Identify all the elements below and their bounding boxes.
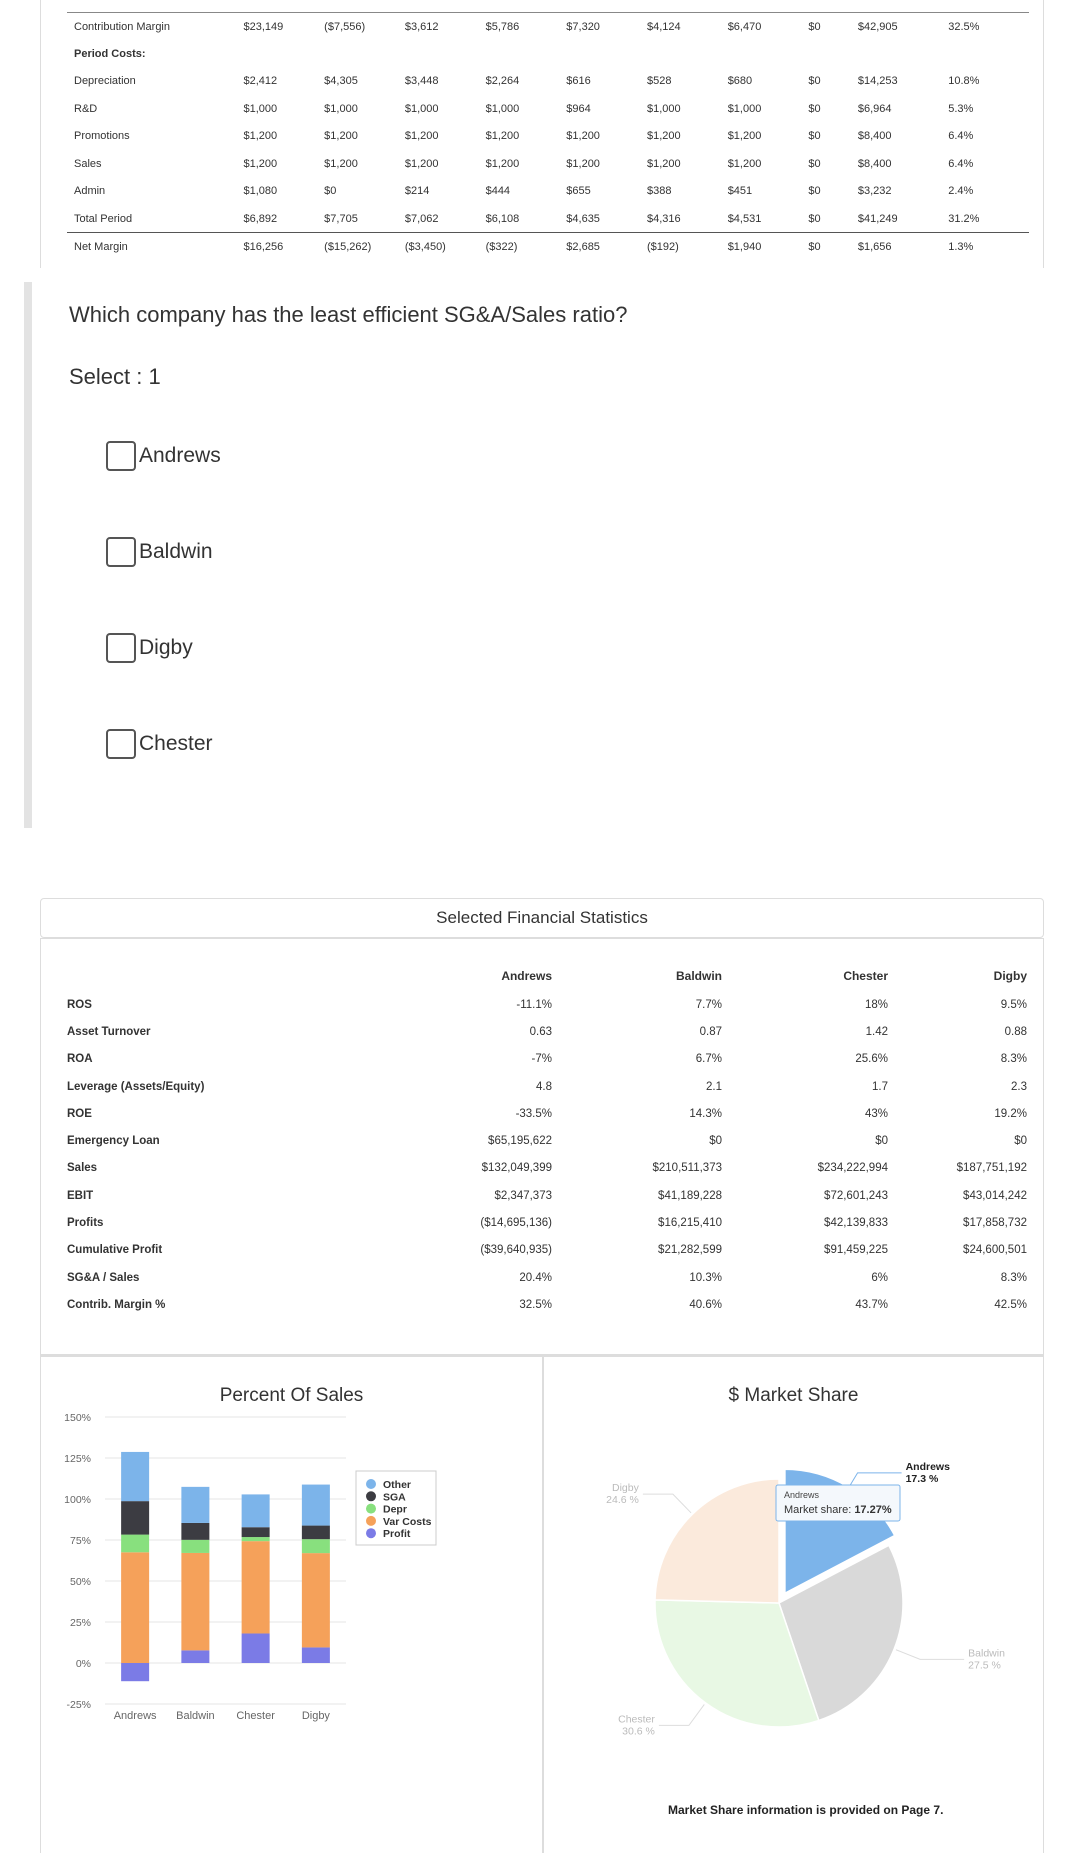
stats-row (67, 1264, 1027, 1291)
cell-value (486, 40, 567, 68)
stat-label: Cumulative Profit (67, 1244, 163, 1257)
checkbox[interactable] (106, 441, 136, 471)
stat-value: 4.8 (536, 1080, 552, 1093)
cell-value: $2,685 (566, 240, 600, 253)
bar-segment-sga (181, 1523, 209, 1540)
y-tick-label: 50% (69, 1576, 91, 1588)
stats-row (67, 1127, 1027, 1154)
cell-value: $1,200 (243, 157, 278, 170)
option-label: Baldwin (139, 540, 213, 563)
cell-value: $1,200 (324, 157, 358, 170)
cell-value: $1,000 (646, 102, 681, 115)
cell-value: 6.4% (948, 157, 974, 170)
income-row (67, 40, 1029, 68)
y-tick-label: 25% (69, 1617, 91, 1629)
column-header: Baldwin (675, 969, 722, 983)
stats-row (67, 1209, 1027, 1236)
bar-segment-var-costs (302, 1553, 330, 1647)
cell-value: $655 (566, 185, 591, 198)
stat-label: SG&A / Sales (67, 1271, 140, 1284)
cell-value: $6,470 (728, 13, 809, 41)
stat-value: $0 (709, 1135, 722, 1148)
stat-value: $187,751,192 (956, 1162, 1027, 1175)
pie-label-value: 27.5 % (968, 1659, 1001, 1672)
cell-value: $8,400 (857, 130, 892, 143)
legend-label: Profit (383, 1528, 411, 1541)
cell-value: $528 (646, 75, 672, 88)
stat-value: 1.7 (872, 1080, 888, 1093)
cell-value: $0 (808, 205, 857, 233)
stats-row (67, 1155, 1027, 1182)
row-label: Sales (74, 157, 102, 170)
cell-value: $1,200 (243, 130, 278, 143)
income-statement-card (40, 0, 1044, 268)
stat-value: $16,215,410 (658, 1217, 722, 1230)
chart-title: $ Market Share (728, 1385, 859, 1406)
stat-value: 0.63 (529, 1025, 552, 1038)
stats-row (67, 1018, 1027, 1045)
cell-value: $42,905 (858, 13, 948, 41)
bar-segment-profit (302, 1647, 330, 1663)
market-share-note: Market Share information is provided on Page 7. (668, 1803, 944, 1817)
cell-value (948, 40, 1029, 68)
stat-value: -11.1% (516, 998, 552, 1011)
stat-label: EBIT (67, 1189, 94, 1202)
stats-row (67, 1073, 1027, 1100)
pie-label-name: Digby (612, 1482, 639, 1495)
tooltip-number: 17.27% (854, 1504, 892, 1516)
percent-of-sales-card (40, 1356, 543, 1853)
legend-label: Other (383, 1479, 412, 1491)
cell-value: $4,124 (647, 13, 728, 41)
cell-value: $4,531 (728, 205, 809, 233)
cell-value: $0 (324, 185, 337, 198)
stat-value: 43% (864, 1107, 888, 1120)
cell-value: $0 (808, 102, 821, 115)
stat-value: 43.7% (855, 1298, 888, 1311)
cell-value: $4,635 (566, 205, 647, 233)
bar-segment-sga (302, 1526, 330, 1540)
stat-label: Profits (67, 1217, 104, 1230)
cell-value: $1,000 (404, 102, 439, 115)
income-row (67, 178, 1029, 206)
stat-value: $210,511,373 (652, 1162, 722, 1175)
income-row (67, 150, 1029, 178)
cell-value: $964 (566, 102, 591, 115)
cell-value: $388 (646, 185, 672, 198)
income-row (67, 68, 1029, 96)
stat-value: 19.2% (994, 1107, 1027, 1120)
legend-label: SGA (383, 1491, 406, 1504)
stats-title: Selected Financial Statistics (40, 898, 1044, 938)
legend-marker (366, 1516, 376, 1526)
stat-value: $41,189,228 (658, 1189, 722, 1202)
stat-value: 0.88 (1004, 1025, 1027, 1038)
row-label: Net Margin (74, 240, 128, 253)
stats-table (67, 961, 1027, 1319)
pie-label-value: 30.6 % (622, 1725, 655, 1738)
pie-label-name: Chester (618, 1713, 655, 1726)
option-baldwin[interactable] (106, 536, 213, 568)
cell-value: $4,316 (647, 205, 728, 233)
y-tick-label: 150% (64, 1412, 91, 1424)
column-header: Chester (843, 969, 888, 983)
cell-value: $2,264 (485, 75, 520, 88)
cell-value: $0 (808, 240, 821, 253)
cell-value: $6,964 (857, 102, 892, 115)
cell-value: 10.8% (948, 75, 980, 88)
option-andrews[interactable] (106, 440, 221, 472)
bar-segment-var-costs (242, 1541, 270, 1633)
x-tick-label: Digby (301, 1710, 330, 1722)
bar-segment-sga (242, 1527, 270, 1537)
cell-value: $1,200 (646, 130, 681, 143)
income-row (67, 123, 1029, 151)
cell-value: 5.3% (948, 102, 974, 115)
tooltip-series: Andrews (784, 1490, 820, 1500)
cell-value: 6.4% (948, 130, 974, 143)
row-label: Admin (74, 185, 106, 198)
stat-value: ($14,695,136) (480, 1217, 552, 1230)
cell-value: $1,000 (324, 102, 358, 115)
cell-value: $0 (808, 157, 821, 170)
income-row (67, 13, 1029, 41)
cell-value (405, 40, 486, 68)
stat-value: 25.6% (855, 1053, 888, 1066)
stat-label: ROS (67, 998, 92, 1011)
cell-value: $0 (808, 185, 821, 198)
stat-value: 18% (864, 998, 888, 1011)
stats-row (67, 1046, 1027, 1073)
cell-value: $1,200 (646, 157, 681, 170)
stat-value: $21,282,599 (658, 1244, 722, 1257)
row-label: Total Period (67, 205, 243, 233)
legend-label: Var Costs (383, 1515, 432, 1528)
stat-value: -33.5% (515, 1107, 552, 1120)
stat-value: 2.3 (1011, 1080, 1027, 1093)
row-label: Period Costs: (74, 47, 146, 60)
stat-label: Emergency Loan (67, 1135, 160, 1148)
y-tick-label: -25% (66, 1699, 91, 1711)
cell-value: 1.3% (948, 240, 974, 253)
cell-value: $1,200 (727, 130, 762, 143)
cell-value: $6,892 (243, 205, 324, 233)
cell-value (728, 40, 809, 68)
x-tick-label: Chester (236, 1710, 275, 1722)
row-label: R&D (74, 102, 98, 115)
bar-segment-other (121, 1452, 149, 1501)
pie-label-name: Baldwin (968, 1647, 1005, 1660)
checkbox[interactable] (106, 633, 136, 663)
row-label: Contribution Margin (67, 13, 243, 41)
stat-label: Asset Turnover (67, 1025, 151, 1038)
cell-value: ($192) (646, 240, 679, 253)
stat-value: 8.3% (1000, 1271, 1027, 1284)
cell-value: $444 (485, 185, 511, 198)
x-tick-label: Baldwin (176, 1710, 215, 1722)
stat-value: ($39,640,935) (480, 1244, 552, 1257)
stat-value: 1.42 (865, 1025, 888, 1038)
y-tick-label: 125% (64, 1453, 91, 1465)
column-header: Andrews (501, 969, 552, 983)
cell-value: $1,000 (243, 102, 278, 115)
y-tick-label: 100% (64, 1494, 91, 1506)
market-share-card (543, 1356, 1044, 1853)
stat-value: 2.1 (706, 1080, 722, 1093)
cell-value: $1,200 (404, 130, 439, 143)
percent-of-sales-chart (41, 1357, 544, 1853)
stat-value: $132,049,399 (481, 1162, 552, 1175)
stats-row (67, 1237, 1027, 1264)
chart-title: Percent Of Sales (219, 1385, 364, 1406)
tooltip-value (784, 1504, 892, 1516)
select-count-label: Select : 1 (69, 364, 161, 389)
bar-segment-var-costs (181, 1553, 209, 1650)
stats-row (67, 1182, 1027, 1209)
stat-value: $17,858,732 (963, 1217, 1027, 1230)
cell-value: $1,000 (485, 102, 520, 115)
cell-value: $3,232 (857, 185, 892, 198)
cell-value: $1,200 (727, 157, 762, 170)
cell-value: ($3,450) (404, 240, 446, 253)
cell-value: $7,320 (566, 13, 647, 41)
pie-label-value: 17.3 % (905, 1472, 939, 1485)
legend-marker (366, 1528, 376, 1538)
row-label: Promotions (74, 130, 130, 143)
cell-value: $3,612 (405, 13, 486, 41)
market-share-chart (544, 1357, 1045, 1853)
cell-value: $1,200 (404, 157, 439, 170)
income-row (67, 205, 1029, 233)
cell-value: $1,080 (243, 185, 278, 198)
stats-row (67, 1100, 1027, 1127)
pie-slice-digby (655, 1479, 779, 1603)
row-label: Depreciation (74, 75, 136, 88)
legend-marker (366, 1504, 376, 1514)
stat-label: ROE (67, 1107, 92, 1120)
cell-value: $214 (404, 185, 430, 198)
pie-label-name: Andrews (905, 1460, 950, 1473)
checkbox[interactable] (106, 537, 136, 567)
y-tick-label: 75% (69, 1535, 91, 1547)
bar-segment-other (302, 1485, 330, 1526)
cell-value: $7,705 (324, 205, 405, 233)
stat-value: 10.3% (689, 1271, 722, 1284)
stat-value: 0.87 (699, 1025, 722, 1038)
stat-value: 6.7% (695, 1053, 722, 1066)
cell-value: $1,200 (485, 130, 520, 143)
option-label: Digby (139, 636, 193, 659)
cell-value (647, 40, 728, 68)
cell-value: $1,940 (727, 240, 762, 253)
bar-segment-depr (242, 1537, 270, 1541)
bar-segment-depr (302, 1539, 330, 1553)
cell-value: $16,256 (243, 240, 284, 253)
cell-value: $2,412 (243, 75, 278, 88)
bar-segment-depr (121, 1535, 149, 1553)
stat-value: 42.5% (994, 1298, 1027, 1311)
bar-segment-sga (121, 1501, 149, 1534)
cell-value (324, 40, 405, 68)
bar-segment-depr (181, 1540, 209, 1553)
cell-value: $616 (566, 75, 591, 88)
cell-value: $1,200 (485, 157, 520, 170)
pie-connector (896, 1650, 964, 1660)
income-statement-table (67, 12, 1029, 260)
stat-label: Sales (67, 1162, 98, 1175)
cell-value: $1,000 (727, 102, 762, 115)
cell-value: $4,305 (324, 75, 358, 88)
stat-value: $72,601,243 (824, 1189, 888, 1202)
pie-label-value: 24.6 % (606, 1494, 639, 1507)
cell-value: $451 (727, 185, 753, 198)
stat-label: Leverage (Assets/Equity) (67, 1080, 205, 1093)
option-chester[interactable] (106, 728, 213, 760)
cell-value: $7,062 (405, 205, 486, 233)
stat-value: 7.7% (695, 998, 722, 1011)
cell-value: ($15,262) (324, 240, 372, 253)
stats-header-row (67, 961, 1027, 991)
checkbox[interactable] (106, 729, 136, 759)
cell-value: $5,786 (486, 13, 567, 41)
stat-value: $2,347,373 (494, 1189, 552, 1202)
question-text: Which company has the least efficient SG&A/Sales ratio? (69, 302, 628, 327)
cell-value (566, 40, 647, 68)
legend-marker (366, 1479, 376, 1489)
cell-value: $0 (808, 130, 821, 143)
stat-value: $42,139,833 (824, 1217, 888, 1230)
stat-value: 20.4% (519, 1271, 552, 1284)
cell-value (858, 40, 948, 68)
stat-value: 32.5% (519, 1298, 552, 1311)
pie-connector (643, 1494, 691, 1513)
cell-value: $14,253 (857, 75, 898, 88)
cell-value: $1,200 (566, 157, 600, 170)
stat-value: $24,600,501 (963, 1244, 1027, 1257)
option-digby[interactable] (106, 632, 193, 664)
cell-value: $8,400 (857, 157, 892, 170)
cell-value: $1,200 (566, 130, 600, 143)
y-tick-label: 0% (75, 1658, 91, 1670)
pie-connector (659, 1704, 704, 1725)
cell-value: $23,149 (243, 13, 324, 41)
stats-card (40, 938, 1044, 1356)
legend-marker (366, 1491, 376, 1501)
stat-value: $43,014,242 (963, 1189, 1027, 1202)
x-tick-label: Andrews (113, 1710, 157, 1722)
stat-value: 6% (871, 1271, 888, 1284)
legend-label: Depr (383, 1503, 407, 1516)
cell-value (243, 40, 324, 68)
bar-segment-profit (181, 1650, 209, 1663)
stats-row (67, 1291, 1027, 1318)
bar-segment-other (181, 1487, 209, 1523)
cell-value: $41,249 (858, 205, 948, 233)
option-label: Chester (139, 732, 213, 755)
bar-segment-profit (242, 1633, 270, 1663)
stat-label: ROA (67, 1053, 93, 1066)
cell-value: ($322) (485, 240, 518, 253)
bar-segment-other (242, 1494, 270, 1527)
stat-value: $0 (1014, 1135, 1027, 1148)
cell-value: $680 (727, 75, 753, 88)
stat-label: Contrib. Margin % (67, 1298, 166, 1311)
stat-value: -7% (531, 1053, 552, 1066)
cell-value: $1,656 (857, 240, 892, 253)
income-row (67, 95, 1029, 123)
option-label: Andrews (139, 444, 221, 467)
cell-value: 32.5% (948, 13, 1029, 41)
stat-value: 8.3% (1000, 1053, 1027, 1066)
cell-value: 2.4% (948, 185, 974, 198)
stat-value: $234,222,994 (817, 1162, 888, 1175)
stat-value: $65,195,622 (488, 1135, 552, 1148)
cell-value: $0 (808, 13, 857, 41)
question-accent-bar (24, 282, 32, 828)
bar-segment-profit (121, 1663, 149, 1681)
cell-value (808, 40, 857, 68)
cell-value: ($7,556) (324, 13, 405, 41)
stat-value: 14.3% (689, 1107, 722, 1120)
stats-row (67, 991, 1027, 1018)
stat-value: $0 (875, 1135, 888, 1148)
bar-segment-var-costs (121, 1552, 149, 1663)
stat-value: 40.6% (689, 1298, 722, 1311)
column-header: Digby (993, 969, 1027, 983)
stat-value: 9.5% (1000, 998, 1027, 1011)
income-row (67, 233, 1029, 261)
stat-value: $91,459,225 (824, 1244, 888, 1257)
cell-value: $3,448 (404, 75, 439, 88)
cell-value: 31.2% (948, 205, 1029, 233)
cell-value: $0 (808, 75, 821, 88)
cell-value: $1,200 (324, 130, 358, 143)
tooltip-label: Market share: (784, 1504, 855, 1516)
cell-value: $6,108 (486, 205, 567, 233)
